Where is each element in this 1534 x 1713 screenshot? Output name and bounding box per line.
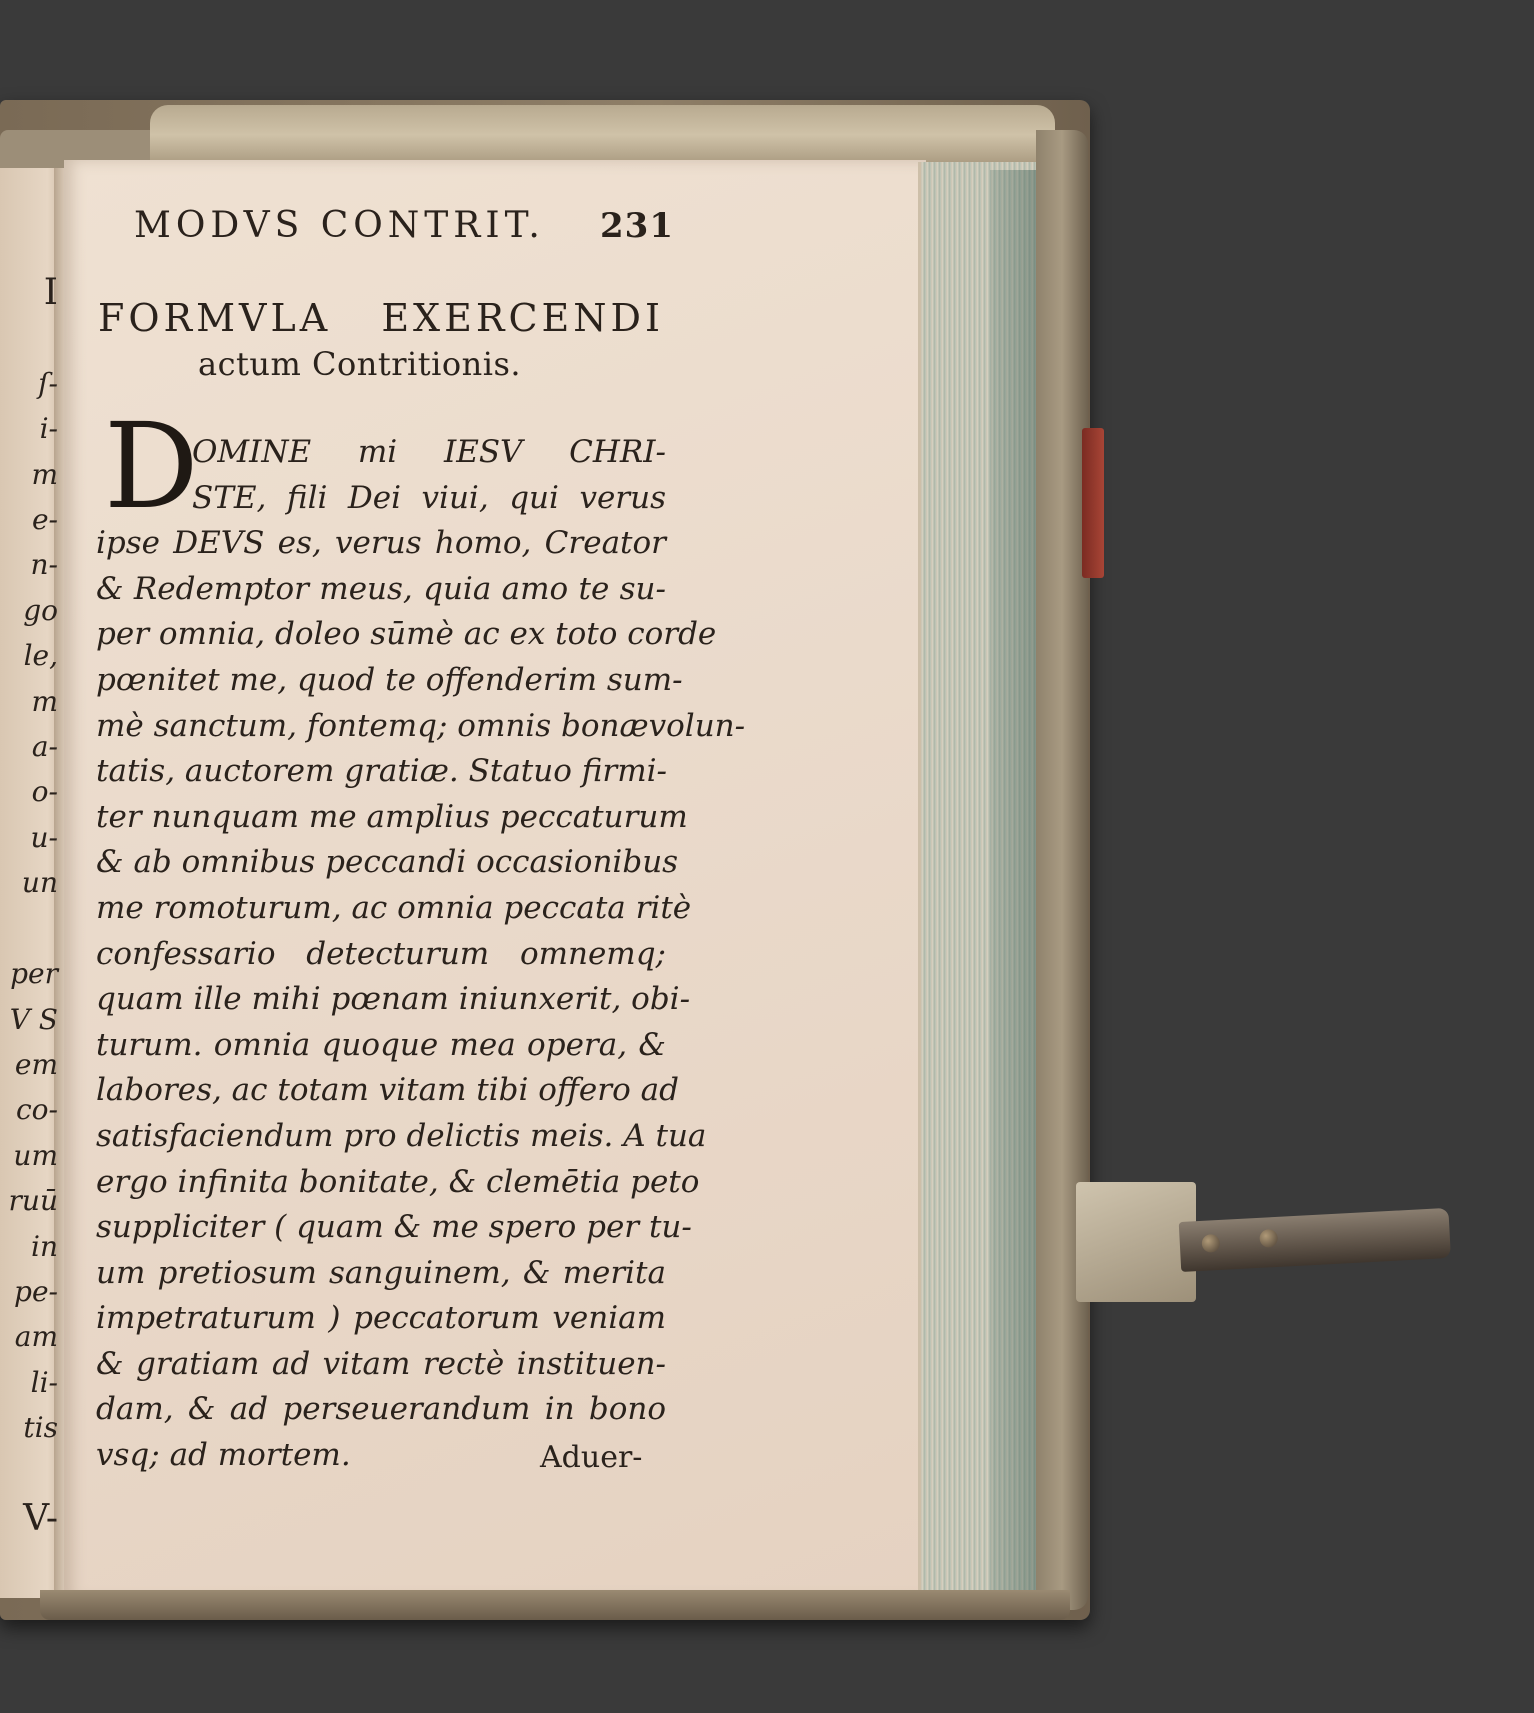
running-head xyxy=(134,205,674,246)
heading-word-left: FORMVLA xyxy=(98,296,332,340)
heading-word-right: EXERCENDI xyxy=(381,296,664,340)
left-page-fragment: n- xyxy=(30,548,58,582)
left-page-fragment: un xyxy=(21,866,58,900)
left-page-fragment: li- xyxy=(30,1365,58,1399)
page-number: 231 xyxy=(600,206,674,246)
left-page-fragment: I xyxy=(43,272,58,313)
left-page-fragment: a- xyxy=(31,730,58,764)
text-line: STE, fili Dei viui, qui verus xyxy=(192,479,666,516)
left-page-fragment: m xyxy=(31,457,58,491)
left-page-fragment: per xyxy=(10,957,58,991)
left-page-fragment: um xyxy=(13,1138,58,1172)
left-page-fragment: in xyxy=(31,1229,58,1263)
left-page-text xyxy=(0,270,62,1541)
clasp-rivet xyxy=(1259,1229,1278,1248)
left-page-fragment: u- xyxy=(30,820,58,854)
page-top-edge xyxy=(150,105,1055,165)
text-line: tatis, auctorem gratiæ. Statuo firmi- xyxy=(96,753,668,790)
left-page-fragment: ruū xyxy=(8,1184,58,1218)
text-line: suppliciter ( quam & me spero per tu- xyxy=(96,1209,692,1246)
clasp-leather-strap xyxy=(1076,1182,1196,1302)
red-bookmark xyxy=(1082,428,1104,578)
drop-cap: D xyxy=(104,397,199,535)
left-page-fragment xyxy=(0,1451,58,1496)
text-line: vsq; ad mortem. xyxy=(96,1437,351,1474)
text-line: & gratiam ad vitam rectè instituen- xyxy=(96,1345,666,1382)
front-cover-edge xyxy=(1036,130,1088,1610)
left-page-fragment: o- xyxy=(31,775,58,809)
fore-edge-shade xyxy=(990,170,1036,1590)
text-line: dam, & ad perseuerandum in bono xyxy=(96,1391,666,1428)
left-page-fragment xyxy=(0,906,58,951)
left-page-fragment: ſ- xyxy=(38,366,58,400)
bottom-edge xyxy=(40,1590,1070,1620)
left-page-fragment: pe- xyxy=(14,1274,58,1308)
left-page-fragment: am xyxy=(14,1320,58,1354)
text-line: & Redemptor meus, quia amo te su- xyxy=(96,570,666,607)
text-line: quam ille mihi pœnam iniunxerit, obi- xyxy=(96,981,691,1018)
left-page-fragment: le, xyxy=(23,639,58,673)
text-line: per omnia, doleo sūmè ac ex toto corde xyxy=(96,616,717,653)
running-head-title: MODVS CONTRIT. xyxy=(134,205,545,246)
text-line: satisfaciendum pro delictis meis. A tua xyxy=(96,1117,707,1154)
text-line: mè sanctum, fontemq; omnis bonævolun- xyxy=(96,707,746,744)
text-line: confessario detecturum omnemq; xyxy=(96,935,666,972)
left-page-fragment: m xyxy=(31,684,58,718)
prayer-text xyxy=(96,430,746,1479)
text-line: pœnitet me, quod te offenderim sum- xyxy=(96,661,683,698)
left-page-fragment: e- xyxy=(31,503,58,537)
left-page-fragment xyxy=(0,315,58,360)
left-page-fragment: V S xyxy=(9,1002,58,1036)
text-line: ter nunquam me amplius peccaturum xyxy=(96,798,688,835)
left-page-fragment: co- xyxy=(16,1093,58,1127)
left-page-fragment: em xyxy=(14,1047,58,1081)
heading-line-1 xyxy=(98,296,664,340)
left-page-fragment: i- xyxy=(39,412,58,446)
clasp-metal xyxy=(1179,1208,1451,1272)
left-page-fragment: tis xyxy=(23,1411,58,1445)
clasp-rivet xyxy=(1201,1234,1220,1253)
text-line: labores, ac totam vitam tibi offero ad xyxy=(96,1072,679,1109)
left-page-fragment: go xyxy=(23,593,58,627)
text-line: me romoturum, ac omnia peccata ritè xyxy=(96,889,692,926)
text-line: ergo infinita bonitate, & clemētia peto xyxy=(96,1163,700,1200)
text-line: ipse DEVS es, verus homo, Creator xyxy=(96,525,666,562)
text-line: um pretiosum sanguinem, & merita xyxy=(96,1254,666,1291)
text-line: turum. omnia quoque mea opera, & xyxy=(96,1026,666,1063)
left-page-fragment: V- xyxy=(23,1497,58,1539)
text-line: impetraturum ) peccatorum veniam xyxy=(96,1300,666,1337)
text-line: & ab omnibus peccandi occasionibus xyxy=(96,844,679,881)
text-line: OMINE mi IESV CHRI- xyxy=(192,434,666,470)
catchword: Aduer- xyxy=(540,1440,643,1475)
heading-line-2: actum Contritionis. xyxy=(198,345,522,383)
